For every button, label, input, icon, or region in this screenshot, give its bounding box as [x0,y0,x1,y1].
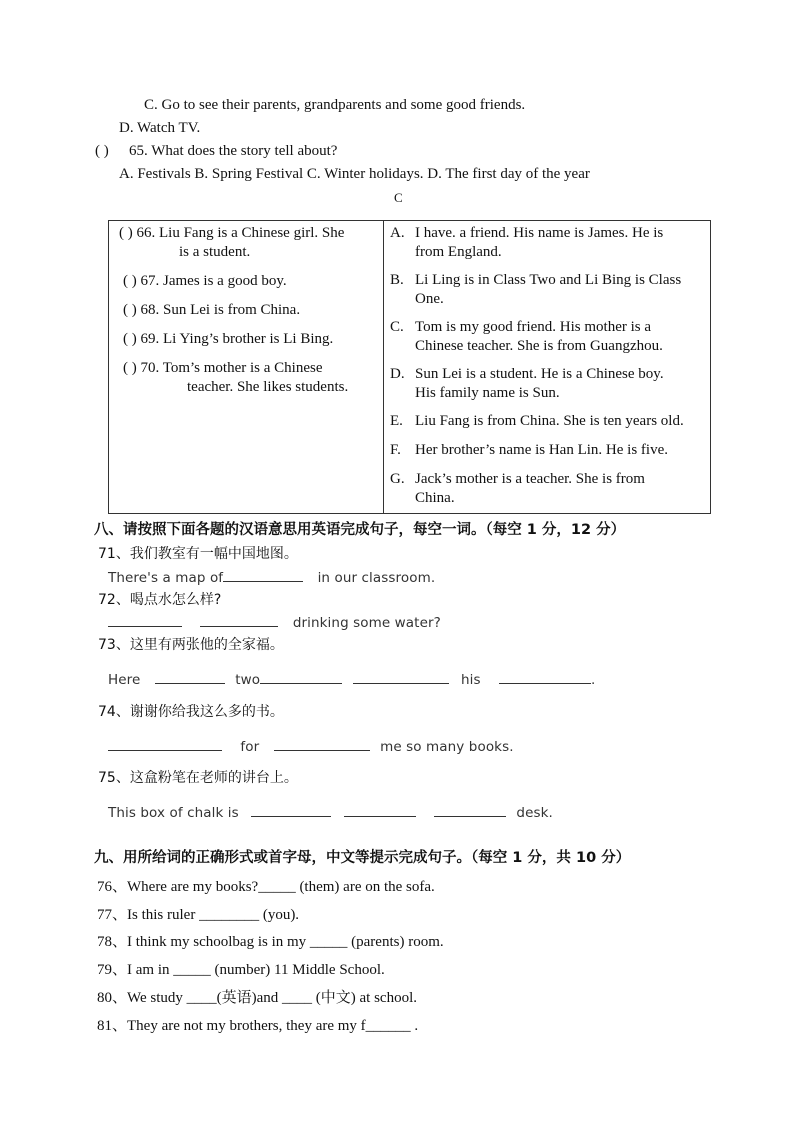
section-c-label: C [394,190,403,205]
option-text-cont: China. [415,490,455,506]
answer-paren: ( ) [123,331,137,347]
answer-paren: ( ) [119,225,133,241]
q74-blank-2[interactable] [274,736,370,751]
option-text: Jack’s mother is a teacher. She is from [415,471,645,487]
question-text: 66. Liu Fang is a Chinese girl. She [136,225,345,241]
q74-blank-1[interactable] [108,736,222,751]
q74-text-b: me so many books. [380,739,514,755]
question-78: 78、I think my schoolbag is in my _____ (parents) room. [97,934,444,950]
option-letter: C. [390,319,404,335]
question-70 [123,359,323,378]
option-text: Li Ling is in Class Two and Li Bing is Class [415,272,682,288]
q75-blank-1[interactable] [251,802,331,817]
answer-paren: ( ) [123,302,137,318]
option-e [390,412,710,432]
q73-blank-3[interactable] [353,669,449,684]
q73-text-b: two [235,672,261,688]
q65-question: 65. What does the story tell about? [129,143,338,159]
option-text: Her brother’s name is Han Lin. He is five. [415,442,668,458]
question-66 [119,224,344,243]
option-c [390,318,710,358]
q73-sentence [108,669,595,688]
question-66-cont: is a student. [179,244,251,260]
question-text: 69. Li Ying’s brother is Li Bing. [140,331,334,347]
q74-sentence [108,736,514,755]
option-text-cont: from England. [415,244,502,260]
q75-blank-2[interactable] [344,802,416,817]
question-67 [123,272,287,291]
question-79: 79、I am in _____ (number) 11 Middle School. [97,962,385,978]
question-69 [123,330,333,349]
q73-period: . [591,672,596,688]
question-80: 80、We study ____(英语)and ____ (中文) at school. [97,990,417,1006]
q73-blank-4[interactable] [499,669,591,684]
option-d [390,365,710,405]
option-letter: F. [390,442,401,458]
option-text: Liu Fang is from China. She is ten years old. [415,413,684,429]
option-letter: E. [390,413,403,429]
option-text: Sun Lei is a student. He is a Chinese boy. [415,366,664,382]
q71-text-a: There's a map of [108,570,224,586]
answer-paren: ( ) [123,360,137,376]
q71-chinese: 71、我们教室有一幅中国地图。 [98,546,298,562]
q73-blank-2[interactable] [260,669,342,684]
q73-text-c: his [460,672,481,688]
option-b [390,271,710,311]
option-a [390,224,710,264]
section-8-heading: 八、请按照下面各题的汉语意思用英语完成句子，每空一词。（每空 1 分，12 分） [94,522,626,538]
q71-blank[interactable] [223,567,303,582]
q71-text-b: in our classroom. [317,570,436,586]
q75-sentence [108,802,553,821]
option-g [390,470,710,510]
question-81: 81、They are not my brothers, they are my f______ . [97,1018,419,1034]
question-76: 76、Where are my books?_____ (them) are on the sofa. [97,879,435,895]
option-text: I have. a friend. His name is James. He is [415,225,664,241]
answer-paren: ( ) [123,273,137,289]
question-text: 68. Sun Lei is from China. [140,302,301,318]
q72-chinese: 72、喝点水怎么样? [98,592,222,608]
q75-text-a: This box of chalk is [108,805,239,821]
q73-text-a: Here [108,672,141,688]
section-9-heading: 九、用所给词的正确形式或首字母，中文等提示完成句子。（每空 1 分，共 10 分） [94,850,631,866]
q74-text-a: for [240,739,260,755]
option-letter: G. [390,471,405,487]
question-68 [123,301,300,320]
table-divider [383,221,384,513]
q64-option-c: C. Go to see their parents, grandparents and some good friends. [144,97,526,113]
question-70-cont: teacher. She likes students. [187,379,349,395]
option-text-cont: Chinese teacher. She is from Guangzhou. [415,338,663,354]
q64-option-d: D. Watch TV. [119,120,201,136]
q74-chinese: 74、谢谢你给我这么多的书。 [98,704,284,720]
option-f [390,441,710,461]
q75-text-b: desk. [516,805,553,821]
q71-sentence [108,567,435,586]
q75-chinese: 75、这盒粉笔在老师的讲台上。 [98,770,298,786]
option-letter: D. [390,366,405,382]
q73-chinese: 73、这里有两张他的全家福。 [98,637,284,653]
option-text-cont: One. [415,291,444,307]
q75-blank-3[interactable] [434,802,506,817]
question-77: 77、Is this ruler ________ (you). [97,907,300,923]
q65-answer-paren: ( ) [95,143,109,159]
q72-blank-1[interactable] [108,612,182,627]
matching-table [108,220,711,514]
q72-text: drinking some water? [292,615,441,631]
option-letter: A. [390,225,405,241]
option-text: Tom is my good friend. His mother is a [415,319,652,335]
q73-blank-1[interactable] [155,669,225,684]
option-letter: B. [390,272,404,288]
q72-sentence [108,612,441,631]
q65-options: A. Festivals B. Spring Festival C. Winter holidays. D. The first day of the year [119,166,590,182]
option-text-cont: His family name is Sun. [415,385,560,401]
question-text: 70. Tom’s mother is a Chinese [140,360,323,376]
q72-blank-2[interactable] [200,612,278,627]
question-text: 67. James is a good boy. [140,273,287,289]
